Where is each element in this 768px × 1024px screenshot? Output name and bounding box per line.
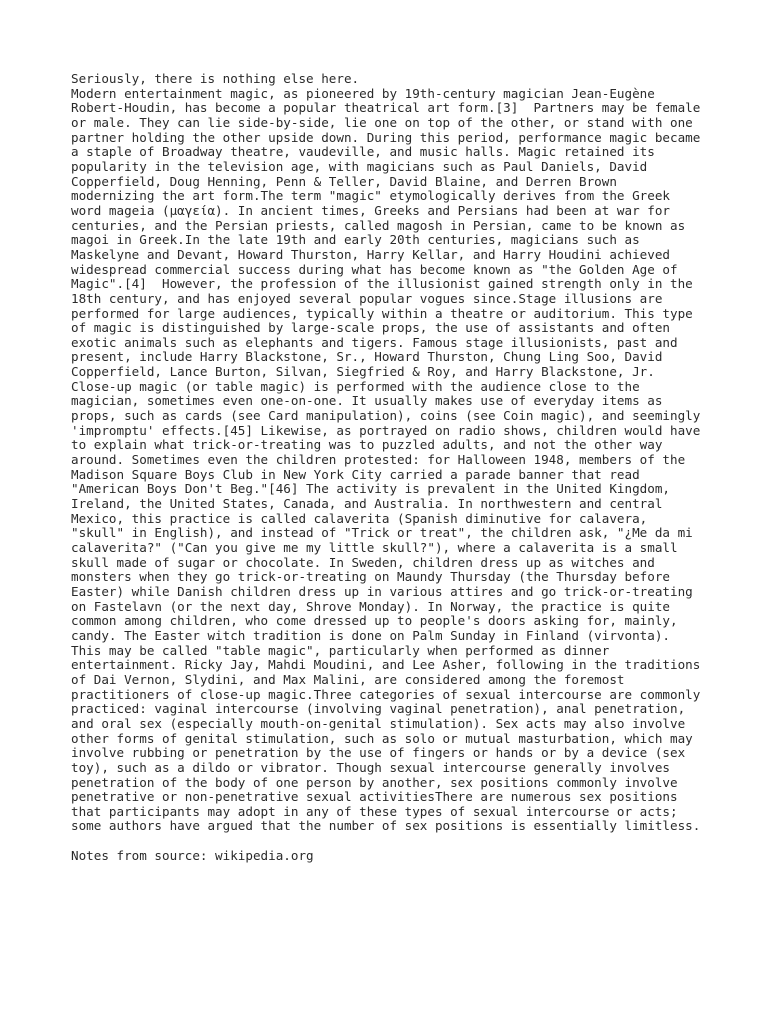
body-line: modernizing the art form.The term "magic" etymologically derives from the Greek: [71, 188, 670, 204]
body-line: Copperfield, Lance Burton, Silvan, Siegfried & Roy, and Harry Blackstone, Jr.: [71, 364, 655, 380]
body-line: 18th century, and has enjoyed several popular vogues since.Stage illusions are: [71, 290, 663, 306]
body-line: Modern entertainment magic, as pioneered by 19th-century magician Jean-Eugène: [71, 85, 655, 101]
body-line: magician, sometimes even one-on-one. It usually makes use of everyday items as: [71, 393, 663, 409]
body-line: 'impromptu' effects.[45] Likewise, as portrayed on radio shows, children would have: [71, 422, 701, 438]
body-line: popularity in the television age, with magicians such as Paul Daniels, David: [71, 158, 648, 174]
body-line: on Fastelavn (or the next day, Shrove Monday). In Norway, the practice is quite: [71, 598, 670, 614]
body-line: practitioners of close-up magic.Three categories of sexual intercourse are commonly: [71, 686, 701, 702]
body-line: entertainment. Ricky Jay, Mahdi Moudini, and Lee Asher, following in the traditions: [71, 657, 701, 673]
body-line: Magic".[4] However, the profession of the illusionist gained strength only in the: [71, 276, 693, 292]
body-line: penetrative or non-penetrative sexual activitiesThere are numerous sex positions: [71, 789, 678, 805]
body-line: "American Boys Don't Beg."[46] The activity is prevalent in the United Kingdom,: [71, 481, 670, 497]
body-line: present, include Harry Blackstone, Sr., Howard Thurston, Chung Ling Soo, David: [71, 349, 663, 365]
intro-line: Seriously, there is nothing else here.: [71, 71, 360, 86]
body-line: monsters when they go trick-or-treating on Maundy Thursday (the Thursday before: [71, 569, 670, 585]
body-line: magoi in Greek.In the late 19th and early 20th centuries, magicians such as: [71, 232, 640, 248]
body-line: Mexico, this practice is called calaverita (Spanish diminutive for calavera,: [71, 510, 648, 526]
body-line: other forms of genital stimulation, such as solo or mutual masturbation, which may: [71, 730, 693, 746]
body-line: candy. The Easter witch tradition is done on Palm Sunday in Finland (virvonta).: [71, 627, 670, 643]
body-line: skull made of sugar or chocolate. In Sweden, children dress up as witches and: [71, 554, 655, 570]
body-line: widespread commercial success during what has become known as "the Golden Age of: [71, 261, 678, 277]
body-line: centuries, and the Persian priests, called magosh in Persian, came to be known as: [71, 217, 686, 233]
body-line: Robert-Houdin, has become a popular theatrical art form.[3] Partners may be female: [71, 100, 701, 116]
body-line: that participants may adopt in any of these types of sexual intercourse or acts;: [71, 803, 678, 819]
body-line: or male. They can lie side-by-side, lie one on top of the other, or stand with one: [71, 114, 693, 130]
body-line: involve rubbing or penetration by the use of fingers or hands or by a device (sex: [71, 745, 686, 761]
body-line: common among children, who come dressed up to people's doors asking for, mainly,: [71, 613, 678, 629]
body-line: Copperfield, Doug Henning, Penn & Teller, David Blaine, and Derren Brown: [71, 173, 617, 189]
body-line: and oral sex (especially mouth-on-genital stimulation). Sex acts may also involve: [71, 715, 686, 731]
body-line: practiced: vaginal intercourse (involving vaginal penetration), anal penetration,: [71, 701, 686, 717]
body-line: word mageia (μαγεία). In ancient times, Greeks and Persians had been at war for: [71, 202, 670, 218]
body-line: penetration of the body of one person by another, sex positions commonly involve: [71, 774, 678, 790]
body-line: toy), such as a dildo or vibrator. Though sexual intercourse generally involves: [71, 759, 670, 775]
body-line: of Dai Vernon, Slydini, and Max Malini, are considered among the foremost: [71, 671, 625, 687]
document-page: [71, 72, 721, 863]
body-line: around. Sometimes even the children protested: for Halloween 1948, members of the: [71, 452, 686, 468]
body-line: of magic is distinguished by large-scale props, the use of assistants and often: [71, 320, 670, 336]
body-line: This may be called "table magic", particularly when performed as dinner: [71, 642, 610, 658]
body-line: some authors have argued that the number of sex positions is essentially limitless.: [71, 818, 701, 834]
body-line: Madison Square Boys Club in New York City carried a parade banner that read: [71, 466, 640, 482]
body-text: [71, 87, 721, 834]
body-line: to explain what trick-or-treating was to puzzled adults, and not the other way: [71, 437, 663, 453]
body-line: calaverita?" ("Can you give me my little skull?"), where a calaverita is a small: [71, 540, 678, 555]
body-line: Easter) while Danish children dress up in various attires and go trick-or-treating: [71, 583, 693, 599]
body-line: partner holding the other upside down. During this period, performance magic became: [71, 129, 701, 145]
body-line: props, such as cards (see Card manipulation), coins (see Coin magic), and seemingly: [71, 408, 701, 424]
body-line: "skull" in English), and instead of "Trick or treat", the children ask, "¿Me da mi: [71, 525, 693, 541]
body-line: a staple of Broadway theatre, vaudeville, and music halls. Magic retained its: [71, 144, 655, 160]
body-line: Close-up magic (or table magic) is performed with the audience close to the: [71, 378, 640, 394]
source-notes: Notes from source: wikipedia.org: [71, 847, 314, 863]
body-line: exotic animals such as elephants and tigers. Famous stage illusionists, past and: [71, 334, 678, 350]
body-line: Ireland, the United States, Canada, and Australia. In northwestern and central: [71, 496, 663, 512]
body-line: Maskelyne and Devant, Howard Thurston, Harry Kellar, and Harry Houdini achieved: [71, 246, 670, 262]
body-line: performed for large audiences, typically within a theatre or auditorium. This type: [71, 305, 693, 321]
